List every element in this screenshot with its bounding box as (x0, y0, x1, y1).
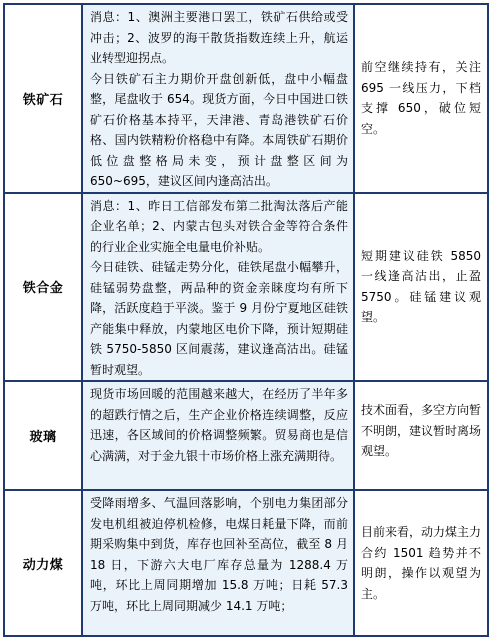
analysis-cell (82, 381, 354, 490)
advice-text: 短期建议硅铁 5850 一线逢高沽出，止盈 5750。硅锰建议观望。 (361, 248, 481, 325)
futures-commentary-table (3, 3, 489, 637)
table-row (4, 490, 488, 636)
news-paragraph: 消息：1、昨日工信部发布第二批淘汰落后产能企业名单；2、内蒙古包头对铁合金等符合条件的行业企业实施全电量电价补贴。 (90, 198, 348, 254)
advice-cell (354, 193, 488, 382)
category-cell: 铁矿石 (4, 4, 82, 193)
advice-cell (354, 490, 488, 636)
table-row (4, 4, 488, 193)
market-paragraph: 今日硅铁、硅锰走势分化，硅铁尾盘小幅攀升，硅锰弱势盘整，两品种的资金亲睐度均有所下降，活跃度趋于平淡。鉴于 9 月份宁夏地区硅铁产能集中释放，内蒙地区电价下降，预计短期硅铁 5750-5850 区间震荡，建议逢高沽出。硅锰暂时观望。 (90, 260, 348, 377)
analysis-cell (82, 4, 354, 193)
advice-text: 技术面看，多空方向暂不明朗，建议暂时离场观望。 (361, 403, 482, 458)
category-cell: 玻璃 (4, 381, 82, 490)
table-row (4, 381, 488, 490)
category-cell: 铁合金 (4, 193, 82, 382)
advice-text: 目前来看，动力煤主力合约 1501 趋势并不明朗，操作以观望为主。 (361, 525, 482, 601)
market-paragraph: 受降雨增多、气温回落影响，个别电力集团部分发电机组被迫停机检修，电煤日耗量下降，而前期采购集中到货，库存也回补至高位，截至 8 月 18 日，下游六大电厂库存总量为 1288.4 万吨，环比上周同期增加 15.8 万吨；日耗 57.3 万吨，环比上周同期减少 14.1 万吨； (90, 496, 348, 613)
analysis-cell (82, 490, 354, 636)
category-cell: 动力煤 (4, 490, 82, 636)
advice-cell (354, 4, 488, 193)
advice-cell (354, 381, 488, 490)
market-paragraph: 现货市场回暖的范围越来越大，在经历了半年多的超跌行情之后，生产企业价格连续调整，反应迅速，各区域间的价格调整频繁。贸易商也是信心满满，对于金九银十市场价格上涨充满期待。 (90, 387, 348, 463)
table-row (4, 193, 488, 382)
advice-text: 前空继续持有，关注 695 一线压力，下档支撑 650，破位短空。 (361, 60, 481, 136)
market-paragraph: 今日铁矿石主力期价开盘创新低，盘中小幅盘整，尾盘收于 654。现货方面，今日中国进口铁矿石价格基本持平，天津港、青岛港铁矿石价格、国内铁精粉价格稳中有降。本周铁矿石期价低位盘整格局未变，预计盘整区间为 650~695，建议区间内逢高沽出。 (90, 71, 348, 188)
analysis-cell (82, 193, 354, 382)
news-paragraph: 消息：1、澳洲主要港口罢工，铁矿石供给或受冲击；2、波罗的海干散货指数连续上升，航运业转型迎拐点。 (90, 10, 348, 65)
